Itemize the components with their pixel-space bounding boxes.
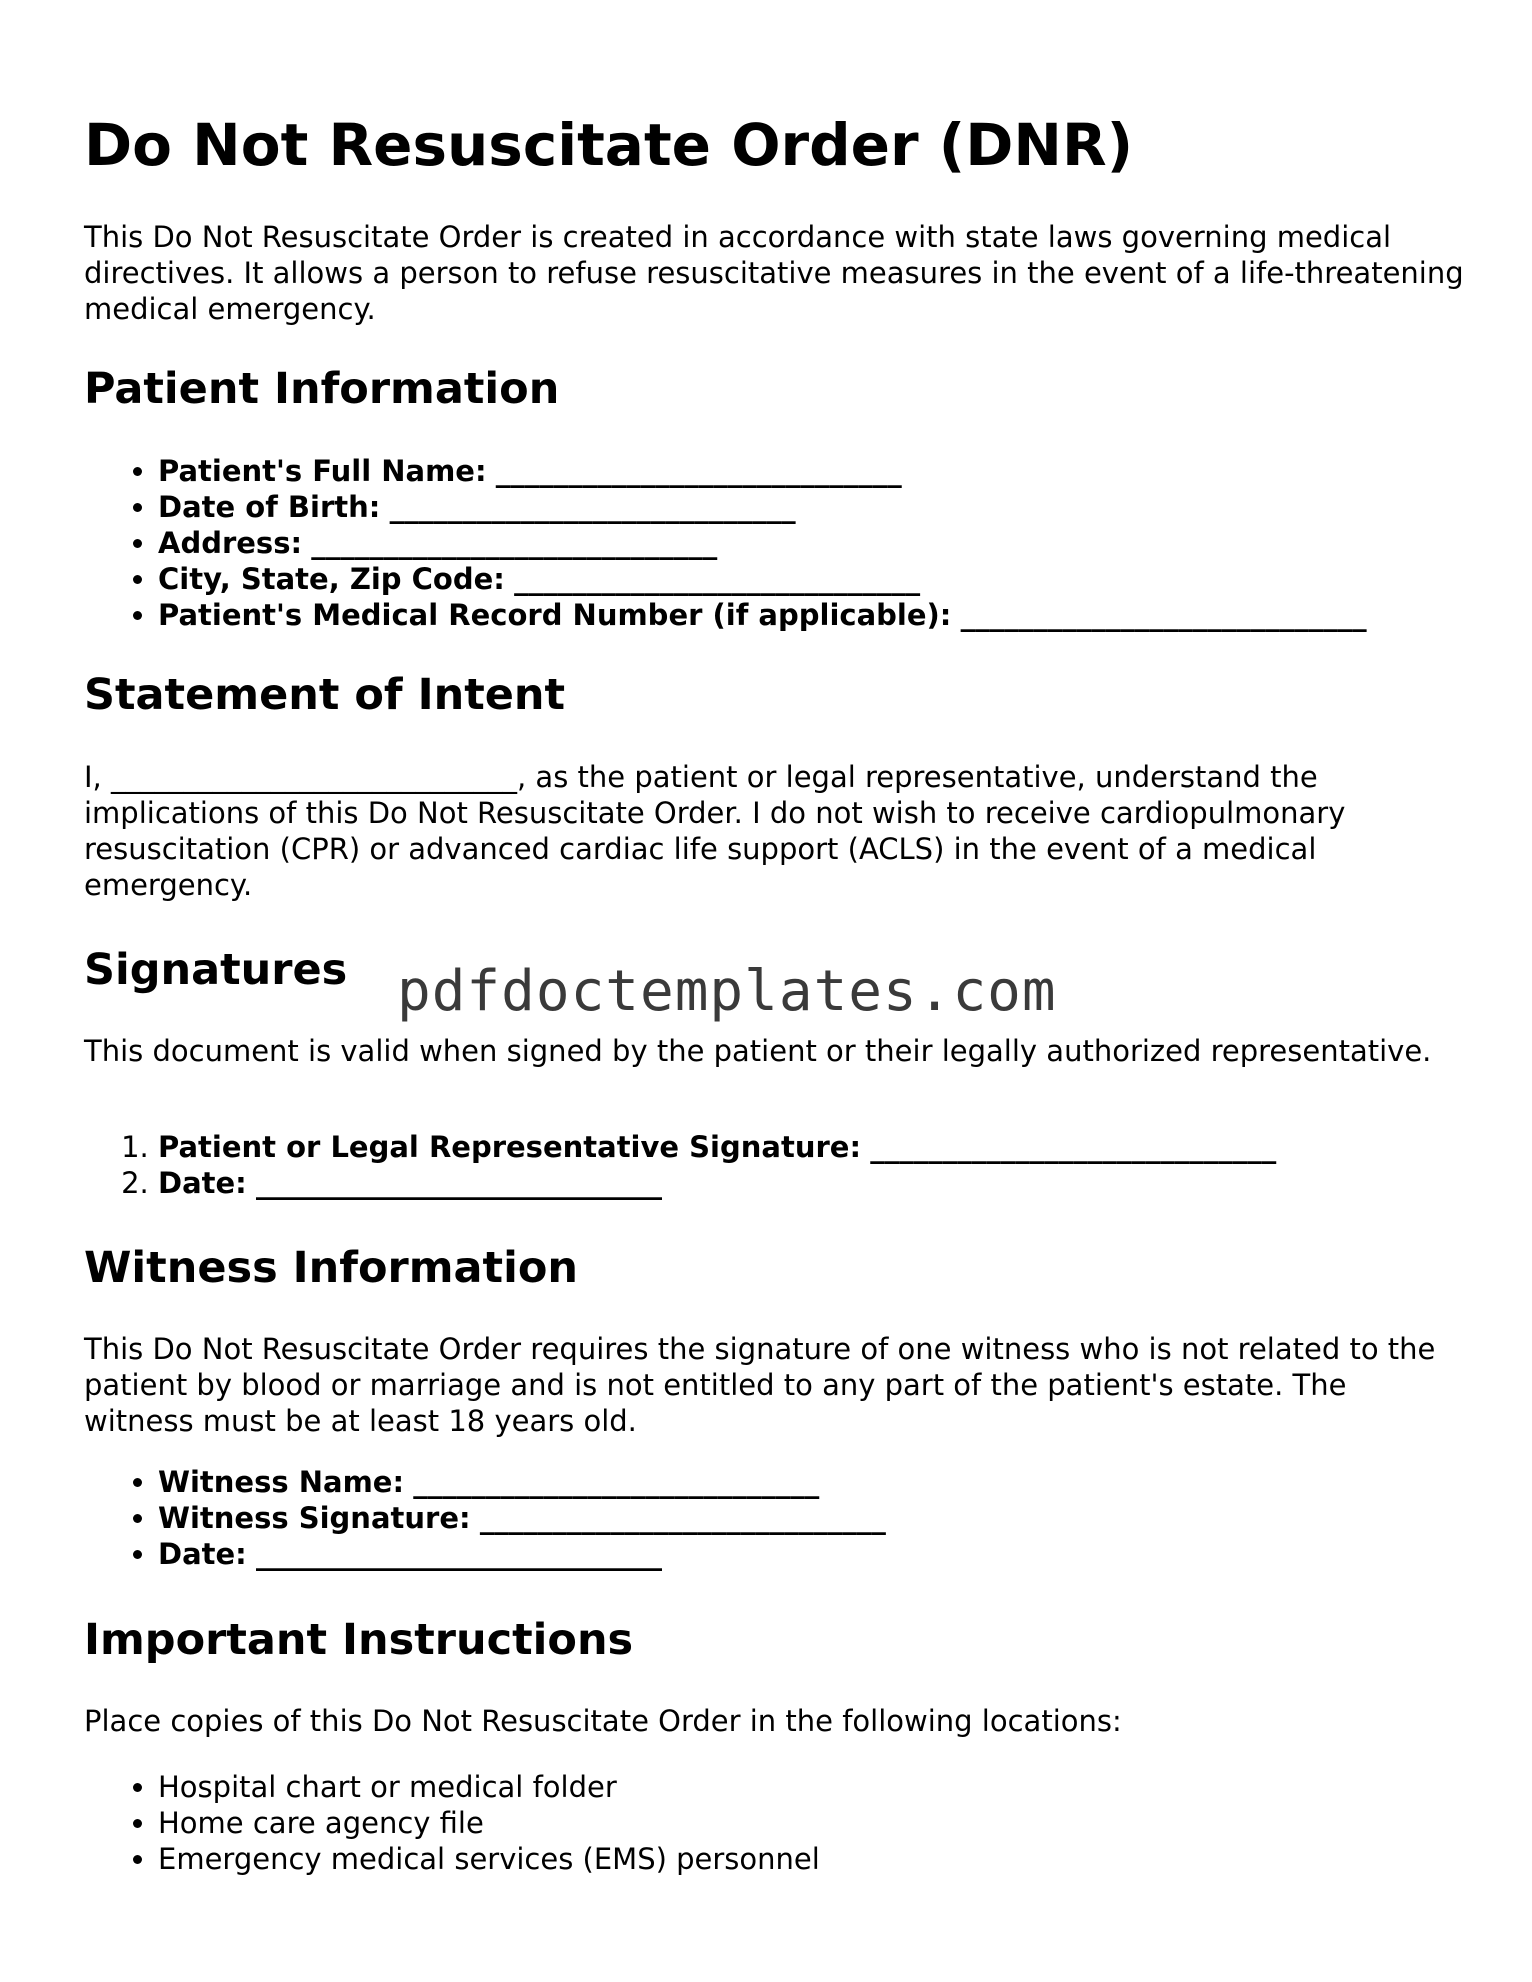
watermark-text: pdfdoctemplates.com	[397, 959, 1057, 1024]
blank-line[interactable]: ____________________________	[256, 1166, 662, 1200]
signatures-paragraph: This document is valid when signed by the patient or their legally authorized representative.	[84, 1034, 1432, 1068]
signatures-heading: Signatures	[84, 945, 348, 995]
list-item	[158, 1129, 1464, 1165]
blank-line[interactable]: ____________________________	[495, 454, 902, 488]
list-item	[158, 489, 1464, 525]
field-label: Date:	[158, 1537, 247, 1571]
blank-line[interactable]: ____________________________	[389, 490, 796, 524]
field-label: Date of Birth:	[158, 490, 381, 524]
field-label: Patient's Medical Record Number (if applicable):	[158, 598, 952, 632]
blank-line[interactable]: ____________________________	[960, 598, 1367, 632]
blank-line[interactable]: ____________________________	[870, 1130, 1277, 1164]
list-item	[158, 453, 1464, 489]
blank-line[interactable]: ____________________________	[514, 562, 921, 596]
witness-paragraph: This Do Not Resuscitate Order requires the signature of one witness who is not related to the patient by blood or marriage and is not entitled to any part of the patient's estate. The witness must be at least 18 years old.	[84, 1332, 1436, 1438]
list-item	[158, 597, 1464, 633]
field-label: Witness Name:	[158, 1465, 405, 1499]
list-item	[158, 525, 1464, 561]
witness-heading: Witness Information	[84, 1243, 578, 1293]
field-label: Patient or Legal Representative Signature:	[158, 1130, 862, 1164]
field-label: Address:	[158, 526, 303, 560]
list-item	[158, 1165, 1464, 1201]
instructions-heading: Important Instructions	[84, 1615, 634, 1665]
statement-paragraph: I, ____________________________, as the patient or legal representative, understand the implications of this Do Not Resuscitate Order. I do not wish to receive cardiopulmonary resuscitation (CPR) or advanced cardiac life support (ACLS) in the event of a medical emergency.	[84, 760, 1346, 902]
field-label: Patient's Full Name:	[158, 454, 487, 488]
list-item	[158, 1500, 1464, 1536]
blank-line[interactable]: ____________________________	[479, 1501, 886, 1535]
patient-info-heading: Patient Information	[84, 364, 560, 414]
signatures-list	[84, 1129, 1464, 1201]
blank-line[interactable]: ____________________________	[311, 526, 718, 560]
list-item	[158, 561, 1464, 597]
field-label: City, State, Zip Code:	[158, 562, 505, 596]
list-item: • Hospital chart or medical folder	[158, 1769, 1464, 1805]
blank-line[interactable]: ____________________________	[256, 1537, 662, 1571]
patient-info-list	[84, 453, 1464, 633]
instructions-paragraph: Place copies of this Do Not Resuscitate Order in the following locations:	[84, 1704, 1122, 1738]
list-item	[158, 1536, 1464, 1572]
list-item	[158, 1464, 1464, 1500]
intro-paragraph: This Do Not Resuscitate Order is created in accordance with state laws governing medical directives. It allows a person to refuse resuscitative measures in the event of a life-threatening medical emergency.	[84, 220, 1464, 326]
instructions-list	[84, 1769, 1464, 1877]
document-title: Do Not Resuscitate Order (DNR)	[84, 111, 1134, 179]
blank-line[interactable]: ____________________________	[413, 1465, 820, 1499]
statement-heading: Statement of Intent	[84, 670, 566, 720]
list-item: • Home care agency file	[158, 1805, 1464, 1841]
field-label: Date:	[158, 1166, 247, 1200]
field-label: Witness Signature:	[158, 1501, 471, 1535]
witness-list	[84, 1464, 1464, 1572]
list-item: • Emergency medical services (EMS) personnel	[158, 1841, 1464, 1877]
